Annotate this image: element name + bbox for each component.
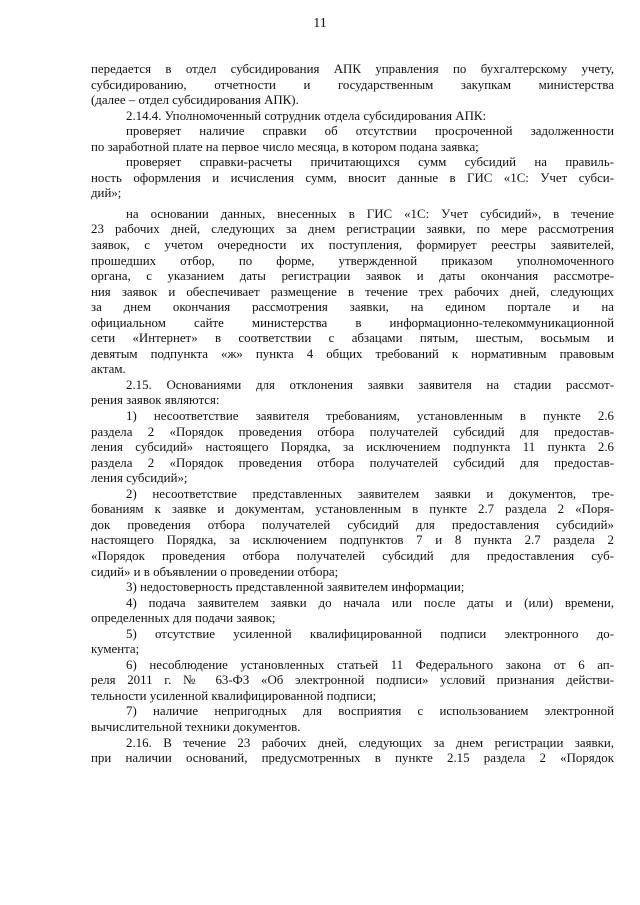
text-line: раздела 2 «Порядок проведения отбора получателей субсидий для предостав-: [91, 424, 614, 439]
text-line: раздела 2 «Порядок проведения отбора получателей субсидий для предостав-: [91, 455, 614, 470]
text-line: тельности усиленной квалифицированной подписи;: [91, 688, 377, 703]
text-line: бованиям к заявке и документам, установленным в пункте 2.7 раздела 2 «Поря-: [91, 502, 614, 517]
document-body: [91, 62, 614, 767]
text-line: проверяет справки-расчеты причитающихся сумм субсидий на правиль-: [126, 155, 614, 170]
text-line: субсидированию, отчетности и государственным закупкам министерства: [91, 77, 614, 92]
text-line: 7) наличие непригодных для восприятия с использованием электронной: [126, 704, 614, 719]
text-line: 2) несоответствие представленных заявителем заявки и документов, тре-: [126, 486, 614, 501]
text-line: ления субсидий»;: [91, 471, 188, 486]
text-line: на основании данных, внесенных в ГИС «1С: Учет субсидий», в течение: [126, 206, 614, 221]
text-line: прошедших отбор, по форме, утвержденной приказом уполномоченного: [91, 253, 614, 268]
text-line: 4) подача заявителем заявки до начала или после даты и (или) времени,: [126, 595, 614, 610]
text-line: дий»;: [91, 186, 122, 201]
text-line: «Порядок проведения отбора получателей субсидий для предоставления суб-: [91, 548, 614, 563]
text-line: сидий» и в объявлении о проведении отбора;: [91, 564, 339, 579]
text-line: определенных для подачи заявок;: [91, 611, 276, 626]
text-line: сети «Интернет» в соответствии с абзацами пятым, шестым, восьмым и: [91, 331, 614, 346]
text-line: по заработной плате на первое число месяца, в котором подана заявка;: [91, 139, 479, 154]
text-line: передается в отдел субсидирования АПК управления по бухгалтерскому учету,: [91, 62, 614, 76]
text-line: 5) отсутствие усиленной квалифицированной подписи электронного до-: [126, 626, 614, 641]
text-line: кумента;: [91, 642, 140, 657]
text-line: ность оформления и исчисления сумм, вносит данные в ГИС «1С: Учет субси-: [91, 170, 614, 185]
text-line: при наличии оснований, предусмотренных в пункте 2.15 раздела 2 «Порядок: [91, 751, 614, 766]
text-line: заявок, с учетом очередности их поступления, формирует реестры заявителей,: [91, 238, 614, 253]
text-line: рения заявок являются:: [91, 393, 220, 408]
text-line: 2.15. Основаниями для отклонения заявки заявителя на стадии рассмот-: [126, 377, 614, 392]
text-line: ния заявок и обеспечивает размещение в течение трех рабочих дней, следующих: [91, 284, 614, 299]
text-line: реля 2011 г. № 63-ФЗ «Об электронной подписи» условий признания действи-: [91, 673, 614, 688]
text-line: док проведения отбора получателей субсидий для предоставления субсидий»: [91, 517, 614, 532]
text-line: 1) несоответствие заявителя требованиям, установленным в пункте 2.6: [126, 409, 614, 424]
text-line: 23 рабочих дней, следующих за днем регистрации заявки, по мере рассмотрения: [91, 222, 614, 237]
text-line: девятым подпункта «ж» пункта 4 общих требований к нормативным правовым: [91, 346, 614, 361]
text-line: официальном сайте министерства в информационно-телекоммуникационной: [91, 315, 614, 330]
text-line: проверяет наличие справки об отсутствии просроченной задолженности: [126, 124, 614, 139]
page-number: 11: [313, 16, 327, 31]
text-line: 3) недостоверность представленной заявителем информации;: [126, 580, 465, 595]
text-line: актам.: [91, 362, 126, 377]
text-line: 6) несоблюдение установленных статьей 11 Федерального закона от 6 ап-: [126, 657, 614, 672]
text-line: (далее – отдел субсидирования АПК).: [91, 93, 299, 108]
text-line: вычислительной техники документов.: [91, 719, 301, 734]
text-line: за днем окончания рассмотрения заявки, на едином портале и на: [91, 300, 614, 315]
text-line: 2.16. В течение 23 рабочих дней, следующих за днем регистрации заявки,: [126, 735, 614, 750]
text-line: 2.14.4. Уполномоченный сотрудник отдела субсидирования АПК:: [126, 108, 487, 123]
text-line: настоящего Порядка, за исключением подпунктов 7 и 8 пункта 2.7 раздела 2: [91, 533, 614, 548]
text-line: ления субсидий» настоящего Порядка, за исключением подпункта 11 пункта 2.6: [91, 440, 614, 455]
text-line: органа, с указанием даты регистрации заявок и даты окончания рассмотре-: [91, 269, 614, 284]
